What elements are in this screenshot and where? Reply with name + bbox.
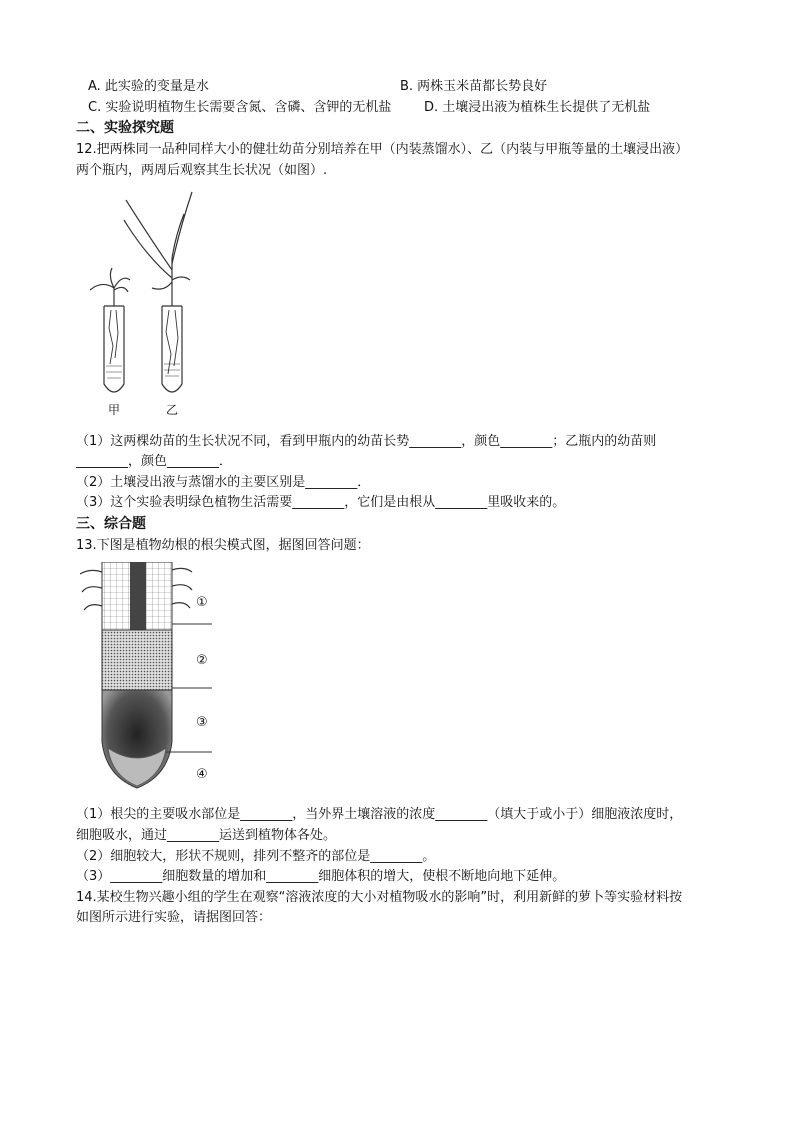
label-jia: 甲	[108, 403, 121, 417]
q13-sub3: （3）________细胞数量的增加和________细胞体积的增大，使根不断地向地下延伸。	[76, 869, 566, 884]
q12-sub1-line2: ________，颜色________．	[76, 454, 233, 469]
label-yi: 乙	[166, 403, 179, 417]
vascular-core	[130, 562, 146, 630]
q13-sub1-line2: 细胞吸水，通过________运送到植物体各处。	[76, 828, 337, 843]
q12-sub2: （2）土壤浸出液与蒸馏水的主要区别是________．	[76, 475, 371, 490]
zone-label-1: ①	[196, 595, 208, 610]
q13-sub1-line1: （1）根尖的主要吸水部位是________，当外界土壤溶液的浓度________（填大于或小于）细胞液浓度时，	[76, 807, 683, 822]
root-tip-figure	[80, 562, 220, 794]
zone-label-2: ②	[196, 653, 208, 668]
q12-sub1-line1: （1）这两棵幼苗的生长状况不同，看到甲瓶内的幼苗长势________，颜色________；乙瓶内的幼苗则	[76, 434, 657, 449]
option-d: D. 土壤浸出液为植株生长提供了无机盐	[424, 100, 651, 115]
q14-stem-line1: 14.某校生物兴趣小组的学生在观察“溶液浓度的大小对植物吸水的影响”时，利用新鲜的萝卜等实验材料按	[76, 890, 683, 905]
zone-elongation	[102, 630, 172, 690]
option-a: A. 此实验的变量是水	[88, 79, 209, 94]
seedling-test-tubes-figure	[80, 188, 210, 420]
q12-sub3: （3）这个实验表明绿色植物生活需要________，它们是由根从________里吸收来的。	[76, 495, 566, 510]
q12-stem-line2: 两个瓶内，两周后观察其生长状况（如图）.	[76, 163, 328, 178]
zone-label-4: ④	[196, 767, 208, 782]
q14-stem-line2: 如图所示进行实验，请据图回答：	[76, 910, 272, 925]
q12-stem-line1: 12.把两株同一品种同样大小的健壮幼苗分别培养在甲（内装蒸馏水）、乙（内装与甲瓶等量的土壤浸出液）	[76, 142, 689, 157]
q13-sub2: （2）细胞较大，形状不规则，排列不整齐的部位是________。	[76, 849, 436, 864]
tube-jia	[104, 306, 124, 392]
tube-yi	[162, 306, 182, 392]
section-2-heading: 二、实验探究题	[76, 120, 174, 136]
option-c: C. 实验说明植物生长需要含氮、含磷、含钾的无机盐	[88, 100, 392, 115]
option-b: B. 两株玉米苗都长势良好	[400, 79, 548, 94]
section-3-heading: 三、综合题	[76, 516, 146, 532]
zone-label-3: ③	[196, 715, 208, 730]
q13-stem: 13.下图是植物幼根的根尖模式图，据图回答问题：	[76, 538, 370, 553]
